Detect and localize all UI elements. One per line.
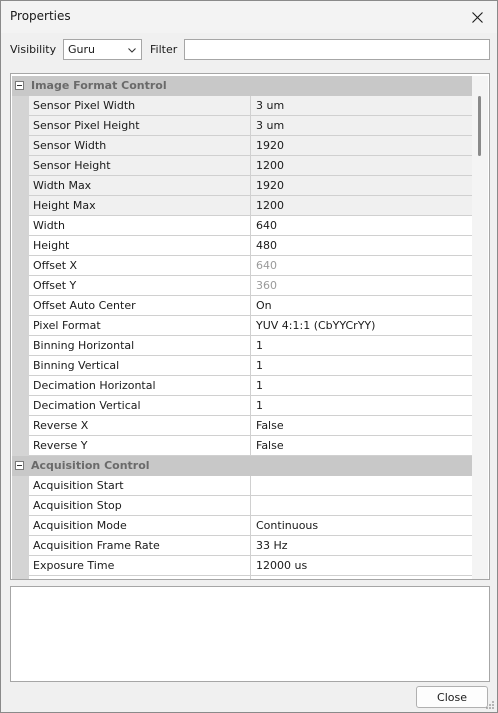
property-value[interactable]: 1920 [251,136,472,156]
property-row[interactable] [12,296,472,316]
property-value[interactable]: 3 um [251,116,472,136]
vertical-scrollbar[interactable] [472,76,488,579]
row-gutter [12,176,29,196]
row-gutter [12,336,29,356]
row-gutter [12,436,29,456]
property-row[interactable] [12,196,472,216]
property-name: Binning Horizontal [29,336,251,356]
property-name: Decimation Horizontal [29,376,251,396]
category-header[interactable] [12,76,472,96]
property-row[interactable] [12,236,472,256]
row-gutter [12,116,29,136]
filter-input[interactable] [184,39,490,60]
property-value[interactable]: 640 [251,256,472,276]
collapse-icon[interactable] [15,81,24,90]
property-value[interactable]: 1 [251,356,472,376]
row-gutter [12,576,29,579]
row-gutter [12,276,29,296]
category-label: Acquisition Control [31,459,150,472]
property-value[interactable]: Continuous [251,516,472,536]
title-close-button[interactable] [457,1,497,33]
property-row[interactable] [12,396,472,416]
property-value[interactable]: 1200 [251,156,472,176]
property-value[interactable]: 640 [251,216,472,236]
property-name: Width Max [29,176,251,196]
property-name: Acquisition Frame Rate [29,536,251,556]
property-value[interactable]: False [251,416,472,436]
property-row[interactable] [12,496,472,516]
property-row[interactable] [12,256,472,276]
property-name: Sensor Pixel Width [29,96,251,116]
property-name: Offset Y [29,276,251,296]
resize-grip-icon[interactable] [485,700,495,710]
property-row[interactable] [12,356,472,376]
visibility-label: Visibility [10,43,57,56]
property-name: Exposure Time [29,556,251,576]
property-row[interactable] [12,576,472,579]
property-name: Sensor Height [29,156,251,176]
close-icon [472,12,483,23]
property-row[interactable] [12,536,472,556]
property-row[interactable] [12,136,472,156]
row-gutter [12,136,29,156]
row-gutter [12,556,29,576]
property-name: Reverse X [29,416,251,436]
property-value[interactable]: 33 Hz [251,536,472,556]
property-name [29,576,251,579]
property-name: Reverse Y [29,436,251,456]
description-panel [10,586,490,682]
scrollbar-thumb[interactable] [478,96,481,156]
property-name: Sensor Width [29,136,251,156]
window-title: Properties [10,9,71,23]
property-row[interactable] [12,436,472,456]
property-row[interactable] [12,216,472,236]
property-value[interactable] [251,476,472,496]
property-grid [10,73,490,580]
row-gutter [12,476,29,496]
row-gutter [12,356,29,376]
property-value[interactable]: 1920 [251,176,472,196]
filter-label: Filter [150,43,178,56]
property-row[interactable] [12,176,472,196]
property-row[interactable] [12,156,472,176]
property-row[interactable] [12,276,472,296]
property-value[interactable]: On [251,296,472,316]
row-gutter [12,416,29,436]
property-value[interactable]: 1 [251,376,472,396]
property-value[interactable]: 480 [251,236,472,256]
property-value[interactable]: 1200 [251,196,472,216]
row-gutter [12,196,29,216]
property-value[interactable]: 360 [251,276,472,296]
chevron-down-icon [127,45,137,55]
property-row[interactable] [12,556,472,576]
property-row[interactable] [12,96,472,116]
row-gutter [12,256,29,276]
property-name: Binning Vertical [29,356,251,376]
property-row[interactable] [12,336,472,356]
property-value[interactable] [251,496,472,516]
property-name: Height Max [29,196,251,216]
property-name: Width [29,216,251,236]
property-row[interactable] [12,376,472,396]
property-value[interactable] [251,576,472,579]
row-gutter [12,156,29,176]
property-value[interactable]: False [251,436,472,456]
property-name: Offset X [29,256,251,276]
property-row[interactable] [12,516,472,536]
property-value[interactable]: 12000 us [251,556,472,576]
toolbar [1,37,497,65]
property-row[interactable] [12,416,472,436]
visibility-selected-value: Guru [68,43,95,56]
row-gutter [12,376,29,396]
property-name: Acquisition Mode [29,516,251,536]
row-gutter [12,516,29,536]
property-grid-body [12,76,472,579]
property-name: Sensor Pixel Height [29,116,251,136]
row-gutter [12,236,29,256]
row-gutter [12,296,29,316]
property-value[interactable]: YUV 4:1:1 (CbYYCrYY) [251,316,472,336]
row-gutter [12,316,29,336]
property-name: Offset Auto Center [29,296,251,316]
close-button[interactable]: Close [416,686,488,708]
property-name: Pixel Format [29,316,251,336]
property-value[interactable]: 1 [251,396,472,416]
property-value[interactable]: 1 [251,336,472,356]
row-gutter [12,216,29,236]
row-gutter [12,396,29,416]
category-header[interactable] [12,456,472,476]
row-gutter [12,496,29,516]
property-name: Acquisition Start [29,476,251,496]
title-bar [1,1,497,33]
row-gutter [12,536,29,556]
property-name: Height [29,236,251,256]
property-row[interactable] [12,476,472,496]
property-row[interactable] [12,116,472,136]
property-row[interactable] [12,316,472,336]
visibility-select[interactable] [63,39,142,60]
collapse-icon[interactable] [15,461,24,470]
property-name: Acquisition Stop [29,496,251,516]
row-gutter [12,96,29,116]
category-label: Image Format Control [31,79,167,92]
property-value[interactable]: 3 um [251,96,472,116]
property-name: Decimation Vertical [29,396,251,416]
